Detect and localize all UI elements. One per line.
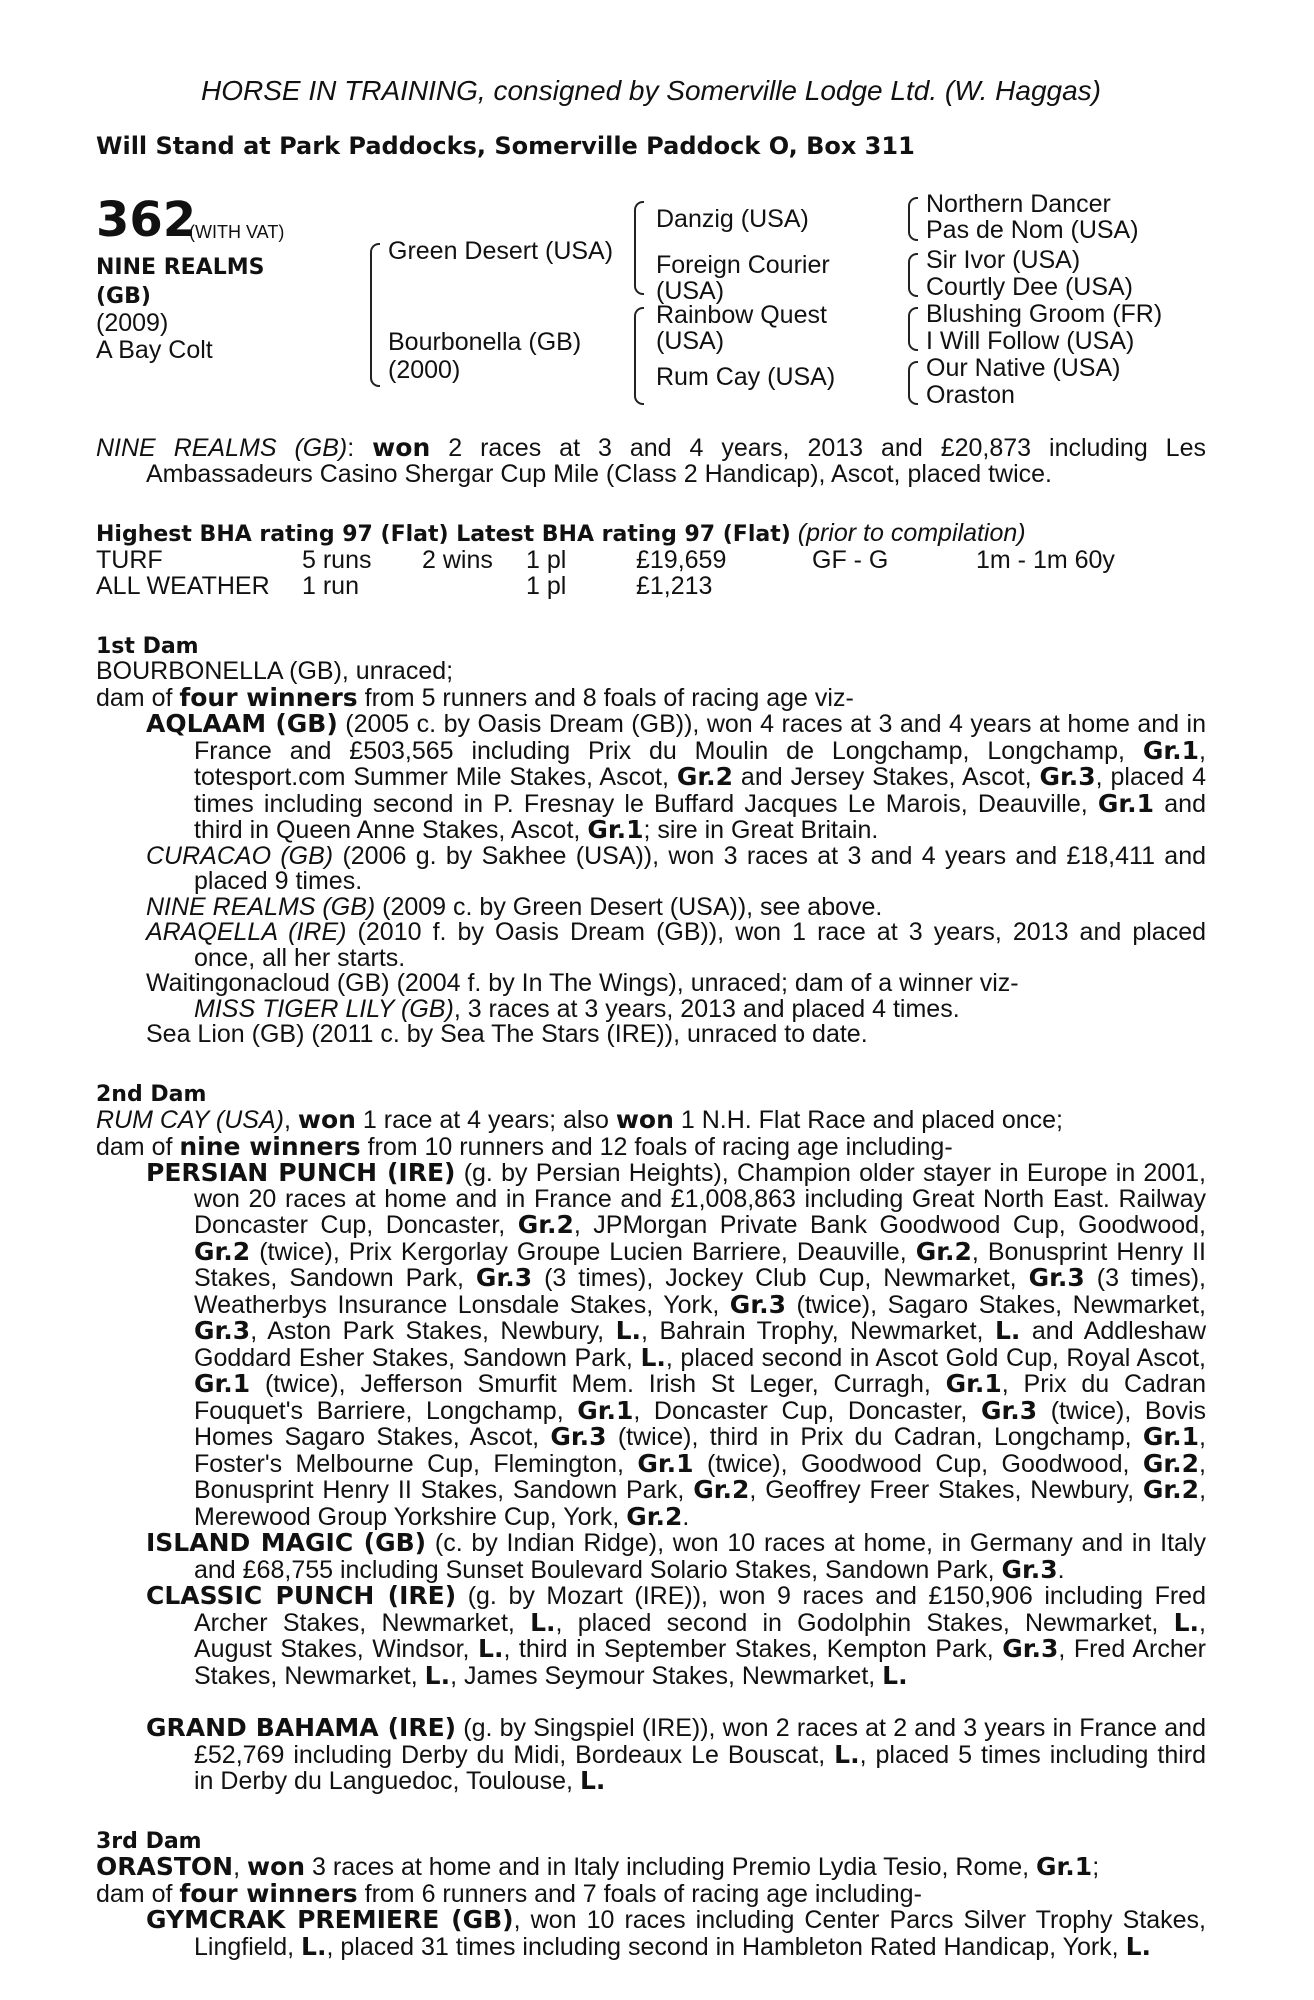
grade: Gr.3 [729,1289,786,1319]
first-dam-summary [96,682,1206,712]
lot-number: 362 [96,192,197,248]
pedigree-dss: Blushing Groom (FR) [926,300,1163,328]
text: and Jersey Stakes, Ascot, [733,763,1040,791]
race-summary: NINE REALMS (GB): won 2 races at 3 and 4 years, 2013 and £20,873 including Les Ambassadeurs Casino Shergar Cup Mile (Class 2 Handicap), Ascot, placed twice. [96,433,1206,488]
text: . [682,1502,690,1531]
text: , placed second in Ascot Gold Cup, Royal Ascot, [665,1343,1206,1372]
progeny-grand-bahama [146,1715,1206,1795]
progeny-araqella [146,920,1206,971]
text: , James Seymour Stakes, Newmarket, [450,1661,883,1690]
progeny-name: ISLAND MAGIC (GB) [146,1528,427,1557]
grade: Gr.3 [1001,1554,1058,1584]
grade: Gr.1 [637,1448,694,1478]
text: . [1057,1555,1065,1584]
grade: L. [424,1660,451,1690]
text: dam of [96,1132,180,1161]
text: 1 race at 4 years; also [355,1106,616,1134]
grade: Gr.1 [587,815,644,844]
text: , placed 4 times including second in P. Fresnay le Buffard Jacques Le Marois, Deauville, [194,763,1206,818]
text: , Aston Park Stakes, Newbury, [250,1317,616,1345]
progeny-name: ARAQELLA (IRE) [146,918,347,946]
progeny-name: GYMCRAK PREMIERE (GB) [146,1905,514,1934]
bracket-g3-3 [908,307,918,351]
text: (3 times), Jockey Club Cup, Newmarket, [532,1264,1029,1292]
text: (twice), Prix Kergorlay Groupe Lucien Barriere, Deauville, [250,1237,916,1266]
summary-name: NINE REALMS (GB) [96,434,348,462]
pedigree-dam-sire: Rainbow Quest (USA) [656,301,827,355]
text: from 10 runners and 12 foals of racing age including- [360,1132,953,1161]
progeny-sea-lion: Sea Lion (GB) (2011 c. by Sea The Stars (IRE)), unraced to date. [146,1020,868,1048]
text: and Addleshaw Goddard Esher Stakes, Sandown Park, [194,1317,1207,1372]
text: (g. by Mozart (IRE)), won 9 races and £150,906 including Fred Archer Stakes, Newmarket, [194,1582,1206,1637]
text: , Bonusprint Henry II Stakes, Sandown Park, [194,1449,1206,1504]
text: (twice), Jefferson Smurfit Mem. Irish St Leger, Curragh, [250,1370,946,1398]
grade: Gr.2 [626,1501,683,1531]
text: , Doncaster Cup, Doncaster, [633,1396,981,1425]
turf-distance: 1m - 1m 60y [976,545,1115,574]
horse-name: NINE REALMS (GB) [96,255,265,309]
pedigree-sds: Sir Ivor (USA) [926,246,1081,274]
rating-note: (prior to compilation) [797,519,1026,547]
text: , Merewood Group Yorkshire Cup, York, [194,1476,1207,1531]
text: (twice), third in Prix du Cadran, Longchamp, [606,1423,1143,1451]
progeny-aqlaam [146,711,1206,844]
bracket-g3-1 [908,197,918,241]
grade: Gr.3 [1039,762,1096,791]
vat-note: (WITH VAT) [189,222,285,242]
text: , placed second in Godolphin Stakes, Newmarket, [555,1608,1174,1637]
grade: L. [1173,1607,1200,1637]
progeny-gymcrak-premiere [146,1907,1206,1960]
grade: L. [1125,1931,1152,1961]
text: , placed 31 times including second in Hambleton Rated Handicap, York, [326,1932,1126,1961]
second-dam-summary [96,1131,1206,1161]
grade: Gr.1 [1142,1422,1200,1451]
text-bold: four winners [179,682,358,712]
grade: Gr.1 [1036,1852,1093,1881]
turf-wins: 2 wins [422,545,493,574]
pedigree-sss: Northern Dancer [926,190,1111,218]
second-dam-line: RUM CAY (USA), won 1 race at 4 years; also won 1 N.H. Flat Race and placed once; [96,1105,1064,1134]
text: from 6 runners and 7 foals of racing age including- [357,1879,922,1908]
third-dam-heading: 3rd Dam [96,1828,202,1854]
text: (twice), Bovis Homes Sagaro Stakes, Ascot, [194,1396,1206,1451]
grade: Gr.2 [693,1475,750,1504]
text: (2005 c. by Oasis Dream (GB)), won 4 races at 3 and 4 years at home and in France and £503,565 including Prix du Moulin de Longchamp, Longchamp, [194,710,1206,765]
pedigree-ddd: Oraston [926,381,1015,409]
stand-location: Will Stand at Park Paddocks, Somerville Paddock O, Box 311 [96,131,915,160]
text-bold: four winners [179,1878,358,1908]
progeny-name: PERSIAN PUNCH (IRE) [146,1158,456,1187]
grade: Gr.3 [475,1263,533,1292]
dam-name: ORASTON [96,1852,234,1881]
aw-label: ALL WEATHER [96,571,270,600]
text: and third in Queen Anne Stakes, Ascot, [194,789,1206,844]
text: dam of [96,683,180,712]
pedigree-block [96,190,1206,415]
text: , Geoffrey Freer Stakes, Newbury, [749,1476,1143,1504]
horse-year: (2009) [96,309,169,337]
rating-section [96,521,1206,600]
turf-label: TURF [96,545,163,574]
second-dam-heading: 2nd Dam [96,1081,207,1107]
grade: L. [994,1316,1021,1345]
grade: Gr.3 [194,1316,251,1345]
bracket-sire-line [634,201,644,295]
dam-name: RUM CAY (USA) [96,1106,284,1134]
aw-prize: £1,213 [636,571,713,600]
third-dam-section [96,1829,1206,1961]
text: , Bahrain Trophy, Newmarket, [641,1317,995,1345]
text: (g. by Singspiel (IRE)), won 2 races at 2 and 3 years in France and £52,769 including Derby du Midi, Bordeaux Le Bouscat, [194,1714,1206,1769]
grade: Gr.3 [1002,1634,1059,1663]
page-title: HORSE IN TRAINING, consigned by Somerville Lodge Ltd. (W. Haggas) [201,75,1101,106]
grade: Gr.1 [945,1369,1002,1398]
grade: Gr.2 [194,1236,251,1266]
pedigree-dam: Bourbonella (GB) [388,328,582,356]
pedigree-sire-sire: Danzig (USA) [656,205,809,233]
grade: Gr.3 [980,1395,1038,1425]
grade: L. [640,1342,666,1372]
second-dam-section [96,1082,1206,1795]
progeny-persian-punch [146,1160,1206,1530]
progeny-name: GRAND BAHAMA (IRE) [146,1713,457,1742]
pedigree-dsd: I Will Follow (USA) [926,327,1135,355]
text: , Foster's Melbourne Cup, Flemington, [194,1423,1206,1478]
grade: Gr.2 [1142,1475,1200,1504]
text: (g. by Persian Heights), Champion older stayer in Europe in 2001, won 20 races at home and in France and £1,008,863 including Great North East. Railway Doncaster Cup, Doncaster, [194,1159,1206,1239]
text-bold: won [615,1105,674,1134]
bracket-gen1 [370,243,380,387]
text: , won 10 races including Center Parcs Silver Trophy Stakes, Lingfield, [194,1906,1206,1961]
summary-won: won [372,433,431,462]
progeny-name: CURACAO (GB) [146,841,334,870]
text: , 3 races at 3 years, 2013 and placed 4 times. [453,994,960,1023]
rating-stats [96,545,1206,600]
grade: Gr.2 [676,762,734,791]
grade: Gr.1 [1097,788,1155,818]
bracket-g3-4 [908,361,918,405]
grade: L. [301,1931,327,1961]
first-dam-heading: 1st Dam [96,633,199,659]
third-dam-line: ORASTON, won 3 races at home and in Italy including Premio Lydia Tesio, Rome, Gr.1; [96,1852,1100,1881]
progeny-name: CLASSIC PUNCH (IRE) [146,1581,457,1610]
text: (c. by Indian Ridge), won 10 races at home, in Germany and in Italy and £68,755 including Sunset Boulevard Solario Stakes, Sandown Park, [194,1529,1206,1584]
grade: Gr.1 [194,1369,251,1398]
text: (2006 g. by Sakhee (USA)), won 3 races at 3 and 4 years and £18,411 and placed 9 times. [194,841,1207,895]
grade: L. [615,1316,642,1345]
turf-going: GF - G [812,545,889,574]
pedigree-dam-dam: Rum Cay (USA) [656,363,836,391]
third-dam-summary [96,1878,1206,1908]
text: dam of [96,1879,180,1908]
text-bold: won [297,1105,356,1134]
progeny-miss-tiger-lily [194,994,1206,1023]
pedigree-sire-dam: Foreign Courier (USA) [656,251,830,305]
grade: L. [478,1634,504,1663]
bracket-g3-2 [908,253,918,297]
text: (twice), Goodwood Cup, Goodwood, [693,1449,1143,1478]
progeny-waitingonacloud: Waitingonacloud (GB) (2004 f. by In The Wings), unraced; dam of a winner viz- [146,969,1019,997]
grade: Gr.1 [577,1395,634,1425]
grade: Gr.2 [517,1210,574,1239]
progeny-nine-realms [146,892,1206,921]
pedigree-ssd: Pas de Nom (USA) [926,216,1139,244]
text: (3 times), Weatherbys Insurance Lonsdale Stakes, York, [194,1264,1206,1319]
text: , August Stakes, Windsor, [194,1608,1206,1663]
text: ; [1092,1853,1100,1881]
bracket-dam-line [634,307,644,405]
text: , Fred Archer Stakes, Newmarket, [194,1635,1207,1690]
text: , Bonusprint Henry II Stakes, Sandown Park, [194,1237,1206,1292]
turf-runs: 5 runs [302,545,372,574]
text: , JPMorgan Private Bank Goodwood Cup, Goodwood, [573,1211,1207,1239]
turf-placed: 1 pl [526,545,567,574]
grade: L. [530,1607,556,1637]
grade: L. [882,1660,908,1690]
grade: Gr.1 [1142,735,1200,765]
aw-placed: 1 pl [526,571,567,600]
text: (twice), Sagaro Stakes, Newmarket, [785,1290,1206,1319]
summary-text: 2 races at 3 and 4 years, 2013 and £20,873 including Les Ambassadeurs Casino Shergar Cup Mile (Class 2 Handicap), Ascot, placed twice. [146,434,1206,488]
text: ; sire in Great Britain. [643,816,879,844]
grade: L. [834,1739,860,1769]
text: 3 races at home and in Italy including Premio Lydia Tesio, Rome, [305,1853,1037,1881]
progeny-island-magic [146,1530,1206,1583]
pedigree-sdd: Courtly Dee (USA) [926,273,1133,301]
text: 1 N.H. Flat Race and placed once; [673,1106,1064,1134]
text: , third in September Stakes, Kempton Park, [503,1635,1003,1663]
horse-sex: A Bay Colt [96,336,213,364]
progeny-name: NINE REALMS (GB) [146,892,376,921]
first-dam-section [96,634,1206,1048]
text: , Prix du Cadran Fouquet's Barriere, Longchamp, [194,1370,1206,1425]
pedigree-dds: Our Native (USA) [926,354,1121,382]
text: from 5 runners and 8 foals of racing age viz- [357,683,854,712]
grade: Gr.3 [550,1422,607,1451]
grade: L. [579,1766,606,1795]
grade: Gr.2 [1142,1448,1200,1478]
turf-prize: £19,659 [636,545,727,574]
catalogue-page [96,75,1207,1961]
rating-heading: Highest BHA rating 97 (Flat) Latest BHA rating 97 (Flat) [96,522,791,547]
text: , totesport.com Summer Mile Stakes, Ascot, [194,736,1206,791]
first-dam-line: BOURBONELLA (GB), unraced; [96,657,454,685]
text: , placed 5 times including third in Derby du Languedoc, Toulouse, [194,1740,1207,1795]
pedigree-sire: Green Desert (USA) [388,237,614,265]
grade: Gr.3 [1028,1263,1085,1292]
aw-runs: 1 run [302,571,359,600]
text: (2010 f. by Oasis Dream (GB)), won 1 race at 3 years, 2013 and placed once, all her starts. [194,918,1206,972]
pedigree-dam-year: (2000) [388,356,461,384]
progeny-curacao [146,841,1207,895]
text: (2009 c. by Green Desert (USA)), see above. [375,892,883,921]
progeny-classic-punch [146,1583,1206,1689]
grade: Gr.2 [915,1236,972,1266]
progeny-name: MISS TIGER LILY (GB) [194,994,454,1023]
text-bold: nine winners [179,1131,361,1161]
text-bold: won [247,1852,306,1881]
progeny-name: AQLAAM (GB) [146,709,338,738]
